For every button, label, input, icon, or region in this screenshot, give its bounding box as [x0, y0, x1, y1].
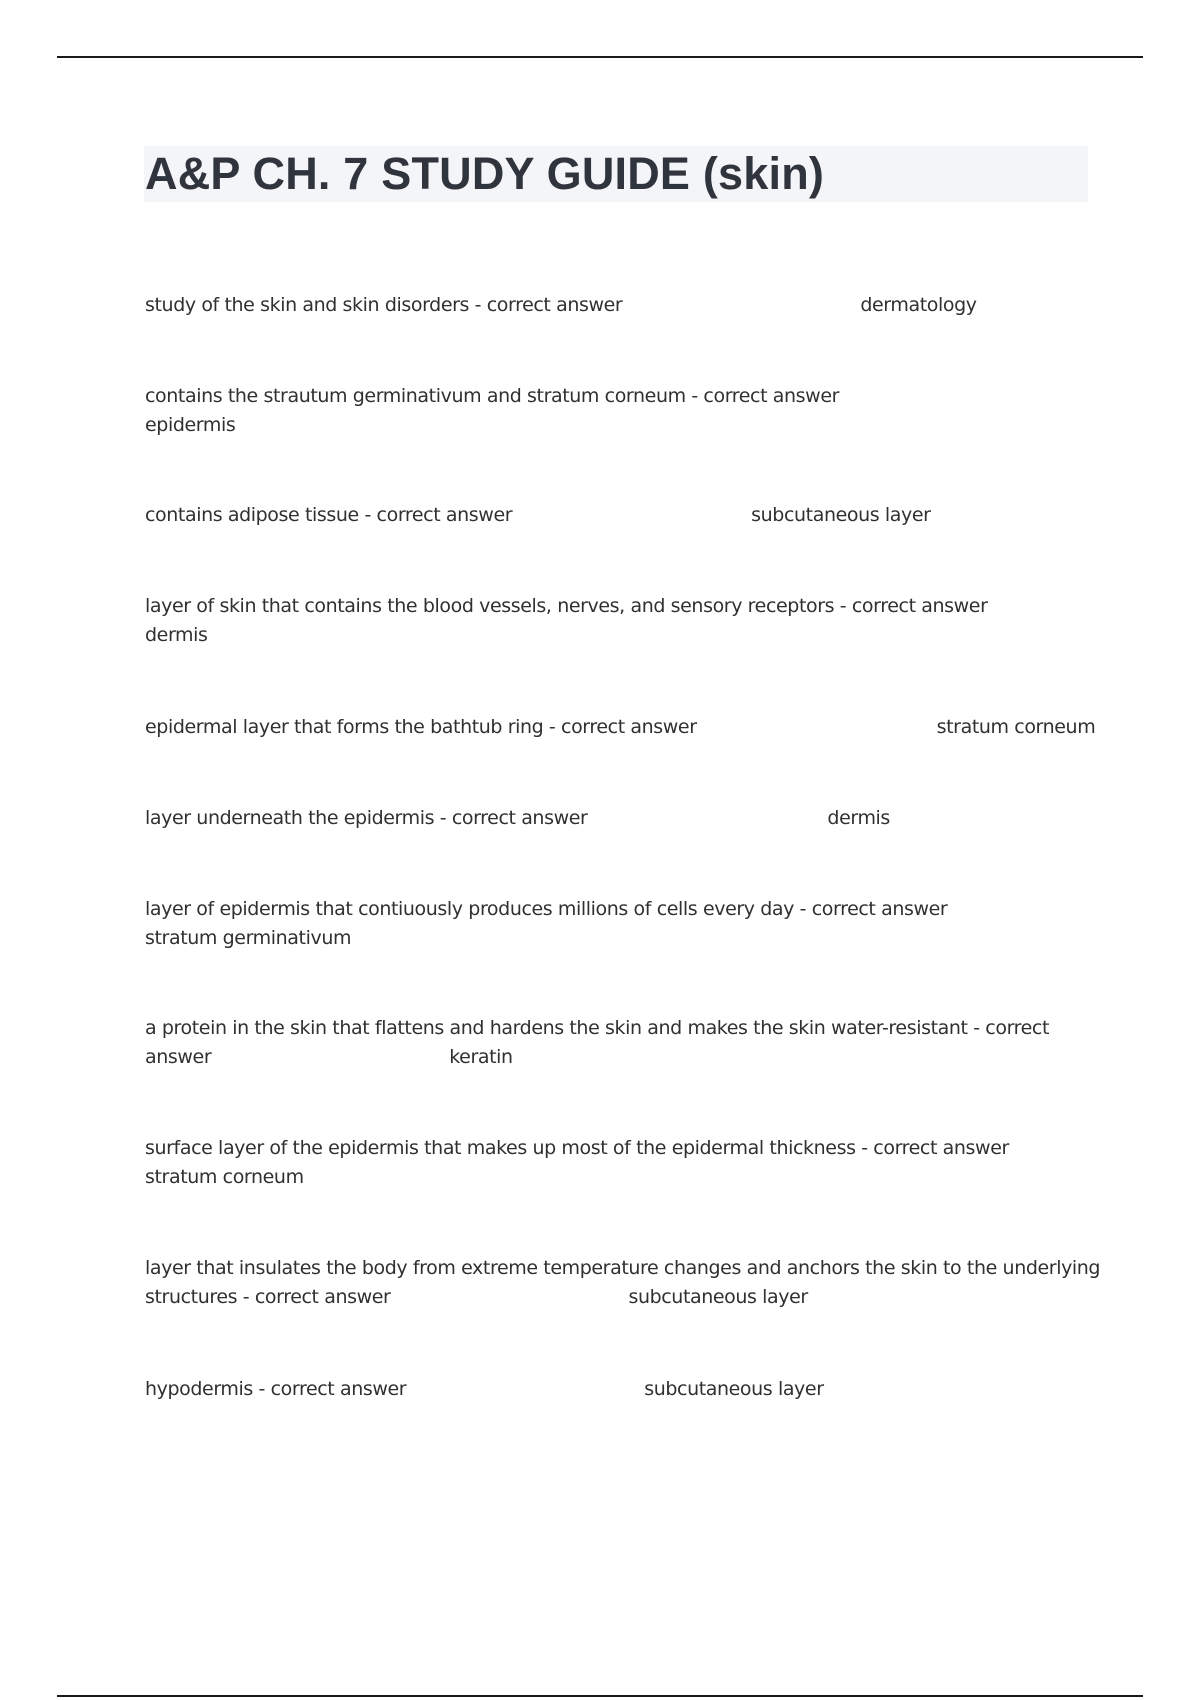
card-answer: subcutaneous layer	[644, 1378, 824, 1400]
card-term: layer underneath the epidermis - correct answer	[145, 807, 588, 829]
flashcard-item	[145, 501, 1090, 530]
card-answer: stratum corneum	[936, 716, 1096, 738]
card-answer: dermis	[827, 807, 890, 829]
card-term: layer of epidermis that contiuously produces millions of cells every day - correct answer	[145, 898, 948, 920]
flashcard-item	[145, 895, 1090, 953]
card-term: contains adipose tissue - correct answer	[145, 504, 513, 526]
card-answer: stratum germinativum	[145, 927, 352, 949]
card-term: study of the skin and skin disorders - correct answer	[145, 294, 623, 316]
top-rule	[57, 56, 1143, 58]
flashcard-item	[145, 1375, 1090, 1404]
flashcard-item	[145, 1254, 1101, 1312]
card-term: epidermal layer that forms the bathtub ring - correct answer	[145, 716, 697, 738]
card-term-line-2: answer	[145, 1046, 212, 1068]
card-term-line-2: structures - correct answer	[145, 1286, 391, 1308]
flashcard-item	[145, 1134, 1090, 1192]
flashcard-item	[145, 382, 1090, 440]
card-answer: dermatology	[860, 294, 977, 316]
card-term: layer of skin that contains the blood vessels, nerves, and sensory receptors - correct answer	[145, 595, 988, 617]
flashcard-item	[145, 713, 1096, 742]
flashcard-item	[145, 1014, 1090, 1072]
bottom-rule	[57, 1695, 1143, 1697]
card-answer: keratin	[449, 1046, 513, 1068]
card-term-line-1: layer that insulates the body from extreme temperature changes and anchors the skin to the underlying	[145, 1257, 1101, 1279]
card-term: surface layer of the epidermis that makes up most of the epidermal thickness - correct answer	[145, 1137, 1009, 1159]
card-answer: epidermis	[145, 414, 236, 436]
flashcard-item	[145, 804, 1090, 833]
flashcard-item	[145, 291, 1090, 320]
card-term: contains the strautum germinativum and stratum corneum - correct answer	[145, 385, 840, 407]
card-term: hypodermis - correct answer	[145, 1378, 407, 1400]
card-answer: subcutaneous layer	[628, 1286, 808, 1308]
page-title: A&P CH. 7 STUDY GUIDE (skin)	[145, 148, 825, 199]
card-answer: dermis	[145, 624, 208, 646]
card-answer: subcutaneous layer	[751, 504, 931, 526]
flashcard-item	[145, 592, 1090, 650]
card-term-line-1: a protein in the skin that flattens and hardens the skin and makes the skin water-resistant - correct	[145, 1017, 1050, 1039]
card-answer: stratum corneum	[145, 1166, 304, 1188]
